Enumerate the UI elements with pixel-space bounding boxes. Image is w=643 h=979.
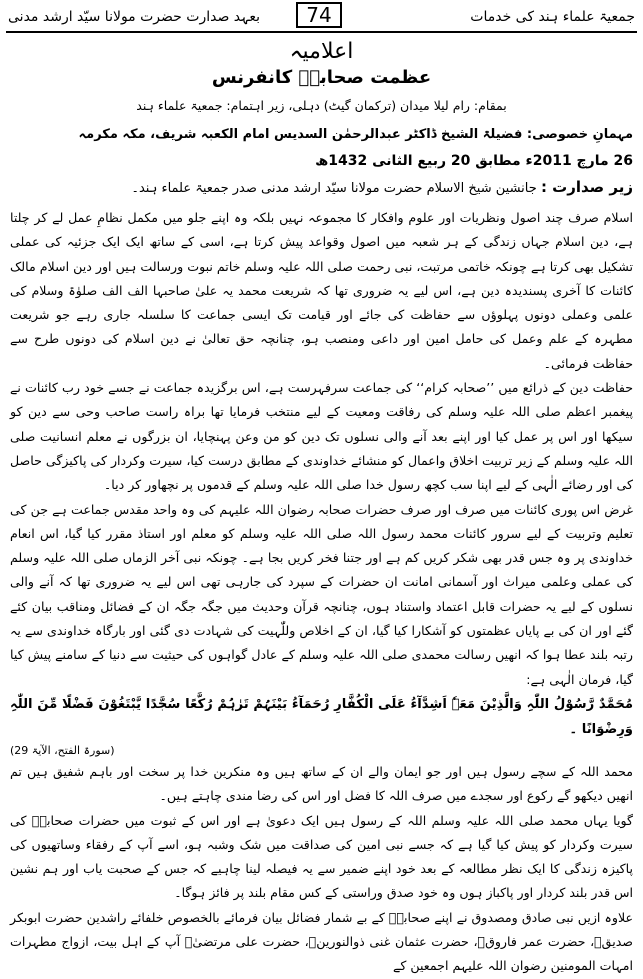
document-title: اعلامیہ — [289, 39, 354, 64]
body-text — [10, 206, 633, 979]
presidency-line — [10, 176, 633, 200]
paragraph: اسلام صرف چند اصول ونظریات اور علوم وافکار کا مجموعہ نہیں بلکہ وہ اپنے جلو میں مکمل نظامِ عمل لے کر چلتا ہے، دین اسلام جہاں زندگی کے ہر شعبہ میں اصول وقواعد پیش کرتا ہے، اسی کے ساتھ ایک ایک جزئیہ کی عملی تشکیل بھی کرتا ہے چونکہ خاتمی مرتبت، نبی رحمت صلی اللہ علیہ وسلم خاتم نبوت ورسالت ہیں اور دین اسلام مالک کائنات کا آخری پسندیدہ دین ہے، اس لیے یہ ضروری تھا کہ شریعت محمد یہ علیٰ صاحبہا الف الف صلوٰۃ وسلام کی علمی وعملی دونوں پہلوؤں سے حفاظت کی جائے اور قیامت تک ایسی جماعت کا سلسلہ جاری رہے جو شریعت مطہرہ کے علم وعمل کی حامل امین اور داعی ومنصب ہو، چنانچہ حق تعالیٰ نے دین اسلام کی دونوں طرح سے حفاظت فرمائی۔ — [10, 210, 633, 371]
page-number: 74 — [296, 2, 342, 28]
verse-reference: (سورۃ الفتح، الآیۃ 29) — [10, 743, 115, 757]
chief-guest-line: مہمانِ خصوصی: فضیلۃ الشیخ ڈاکٹر عبدالرحمٰن السدیس امام الکعبہ شریف، مکہ مکرمہ — [78, 127, 633, 142]
paragraph: علاوہ ازیں نبی صادق ومصدوق نے اپنے صحابہؓ کے بے شمار فضائل بیان فرمائے بالخصوص خلفائے راشدین حضرت ابوبکر صدیقؓ، حضرت عمر فاروقؓ، حضرت عثمان غنی ذوالنورینؓ، حضرت علی مرتضیٰؓ آپ کے اہل بیت، ازواج مطہرات امہات المومنین رضوان اللہ علیہم اجمعین کے — [10, 909, 633, 974]
presidency-label: زیر صدارت : — [540, 178, 633, 196]
paragraph: محمد اللہ کے سچے رسول ہیں اور جو ایمان والے ان کے ساتھ ہیں وہ منکرین خدا پر سخت اور باہم شفیق ہیں تم انھیں دیکھو گے رکوع اور سجدے میں صرف اللہ کا فضل اور اس کی رضا مندی چاہتے ہیں۔ — [10, 763, 633, 804]
date-line: 26 مارچ 2011ء مطابق 20 ربیع الثانی 1432ھ — [315, 153, 633, 169]
header-left-text: بعہد صدارت حضرت مولانا سیّد ارشد مدنی — [8, 9, 260, 25]
header-rule — [6, 31, 637, 33]
quran-verse: مُحَمَّدٌ رَّسُوْلُ اللّٰہِ وَالَّذِیْنَ مَعَہٗ اَشِدَّآءُ عَلَی الْکُفَّارِ رُحَمَآءُ بَیْنَہُمْ تَرٰہُمْ رُکَّعًا سُجَّدًا یَّبْتَغُوْنَ فَضْلًا مِّنَ اللّٰہِ وَرِضْوَانًا ۔ — [10, 696, 633, 737]
paragraph: غرض اس پوری کائنات میں صرف اور صرف حضرات صحابہ رضوان اللہ علیہم کی وہ واحد مقدس جماعت ہے جن کی تعلیم وتربیت کے لیے سرور کائنات محمد رسول اللہ صلی اللہ علیہ وسلم کو معلم اور استاذ مقرر کیا گیا، اس انعام خداوندی پر وہ جس قدر بھی شکر کریں کم ہے اور جتنا فخر کریں بجا ہے۔ چونکہ نبی آخر الزماں صلی اللہ علیہ وسلم کی عملی وعلمی میراث اور آسمانی امانت ان حضرات کے سپرد کی جارہی تھی اس لیے یہ ضروری تھا کہ آنے والی نسلوں کے لیے یہ حضرات قابل اعتماد واستناد ہوں، چنانچہ قرآن وحدیث میں جگہ جگہ ان کے فضائل ومناقب بیان کئے گئے اور ان کی بے پایاں عظمتوں کو آشکارا کیا گیا، ان کے اخلاص وللّٰہیت کی شہادت دی گئی اور بارگاہ خداوندی سے یہ رتبہ بلند عطا ہوا کہ انھیں رسالت محمدی صلی اللہ علیہ وسلم کے عادل گواہوں کی حیثیت سے دنیا کے سامنے پیش کیا گیا، فرمان الٰہی ہے: — [10, 501, 633, 687]
document-subtitle: عظمت صحابہؓ کانفرنس — [211, 67, 432, 88]
page-header — [0, 0, 643, 34]
presidency-text: جانشین شیخ الاسلام حضرت مولانا سیّد ارشد مدنی صدر جمعیۃ علماء ہند۔ — [131, 181, 537, 196]
paragraph: گویا یہاں محمد صلی اللہ علیہ وسلم اللہ کے رسول ہیں ایک دعویٰ ہے اور اس کے ثبوت میں حضرات صحابہؓ کی سیرت وکردار کو پیش کیا گیا ہے کہ جسے نبی امین کی صداقت میں شک وشبہ ہو، اسے آپ کے رفقاء وساتھیوں کی پاکیزہ زندگی کا ایک نظر مطالعہ کے بعد خود اپنے ضمیر سے یہ فیصلہ لینا چاہیے کہ جس کے صحبت یاب اور ہم نشین اس قدر بلند کردار اور پاکباز ہوں وہ خود صدق وراستی کے کس مقام بلند پر فائز ہوگا۔ — [10, 812, 633, 901]
header-right-text: جمعیۃ علماء ہند کی خدمات — [470, 9, 635, 25]
paragraph: حفاظت دین کے ذرائع میں ’’صحابہ کرام‘‘ کی جماعت سرفہرست ہے، اس برگزیدہ جماعت نے جسے خود رب کائنات نے پیغمبر اعظم صلی اللہ علیہ وسلم کی رفاقت ومعیت کے لیے منتخب فرمایا تھا براہ راست صاحب وحی سے دین کو سیکھا اور اس پر عمل کیا اور اپنے بعد آنے والی نسلوں تک دین کو من وعن پہنچایا، ان بزرگوں نے معلم انسانیت صلی اللہ علیہ وسلم کے زیر تربیت اخلاق واعمال کو منشائے خداوندی کے مطابق درست کیا، سیرت وکردار کی پاکیزگی حاصل کی اور رضائے الٰہی کے لیے اپنا سب کچھ رسول خدا صلی اللہ علیہ وسلم کے قدموں پر نچھاور کر دیا۔ — [10, 380, 633, 493]
venue-line: بمقام: رام لیلا میدان (ترکمان گیٹ) دہلی، زیر اہتمام: جمعیۃ علماء ہند — [136, 98, 507, 113]
